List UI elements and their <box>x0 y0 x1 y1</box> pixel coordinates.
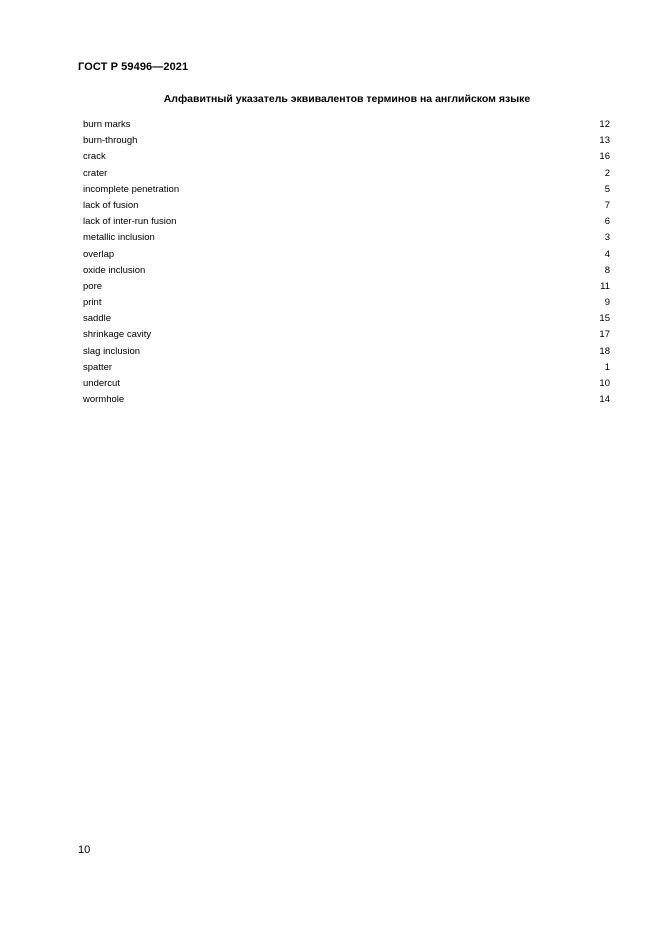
index-term-number: 3 <box>604 232 610 244</box>
index-entry <box>83 392 610 408</box>
index-term-number: 8 <box>604 264 610 276</box>
index-entry <box>83 311 610 327</box>
index-term: oxide inclusion <box>83 264 146 276</box>
index-term-number: 9 <box>604 297 610 309</box>
index-term: spatter <box>83 361 113 373</box>
index-entry <box>83 149 610 165</box>
index-term-number: 6 <box>604 216 610 228</box>
index-term-number: 5 <box>604 183 610 195</box>
index-entry <box>83 263 610 279</box>
term-index-list <box>83 117 610 408</box>
index-term-number: 15 <box>599 313 610 325</box>
index-term-number: 13 <box>599 135 610 147</box>
index-entry <box>83 117 610 133</box>
index-term-number: 18 <box>599 345 610 357</box>
index-entry <box>83 344 610 360</box>
index-term-number: 2 <box>604 167 610 179</box>
index-term: lack of inter-run fusion <box>83 216 177 228</box>
index-term-number: 14 <box>599 394 610 406</box>
index-term-number: 16 <box>599 151 610 163</box>
index-term: saddle <box>83 313 111 325</box>
index-term: wormhole <box>83 394 125 406</box>
index-entry <box>83 360 610 376</box>
index-term-number: 7 <box>604 199 610 211</box>
index-term: overlap <box>83 248 115 260</box>
index-term-number: 4 <box>604 248 610 260</box>
page-number: 10 <box>78 844 91 856</box>
index-entry <box>83 279 610 295</box>
index-term: undercut <box>83 378 120 389</box>
index-entry <box>83 247 610 263</box>
index-entry <box>83 214 610 230</box>
index-entry <box>83 230 610 246</box>
index-term-number: 10 <box>599 378 610 389</box>
document-code: ГОСТ Р 59496—2021 <box>78 61 189 73</box>
index-term: incomplete penetration <box>83 183 180 195</box>
index-term: pore <box>83 280 103 292</box>
index-entry <box>83 166 610 182</box>
index-term: slag inclusion <box>83 345 141 357</box>
index-term: shrinkage cavity <box>83 329 152 341</box>
index-entry <box>83 133 610 149</box>
index-term-number: 1 <box>604 361 610 373</box>
index-term: crack <box>83 151 106 163</box>
index-term-number: 11 <box>600 280 610 292</box>
index-entry <box>83 198 610 214</box>
index-entry <box>83 327 610 343</box>
index-term: burn marks <box>83 119 131 130</box>
index-term: lack of fusion <box>83 199 139 211</box>
index-term: print <box>83 297 102 309</box>
index-entry <box>83 376 610 392</box>
index-entry <box>83 182 610 198</box>
index-term-number: 12 <box>599 119 610 130</box>
index-entry <box>83 295 610 311</box>
index-term: burn-through <box>83 135 138 147</box>
index-term: metallic inclusion <box>83 232 155 244</box>
index-title: Алфавитный указатель эквивалентов терминов на английском языке <box>163 93 531 105</box>
index-term: crater <box>83 167 108 179</box>
index-term-number: 17 <box>599 329 610 341</box>
